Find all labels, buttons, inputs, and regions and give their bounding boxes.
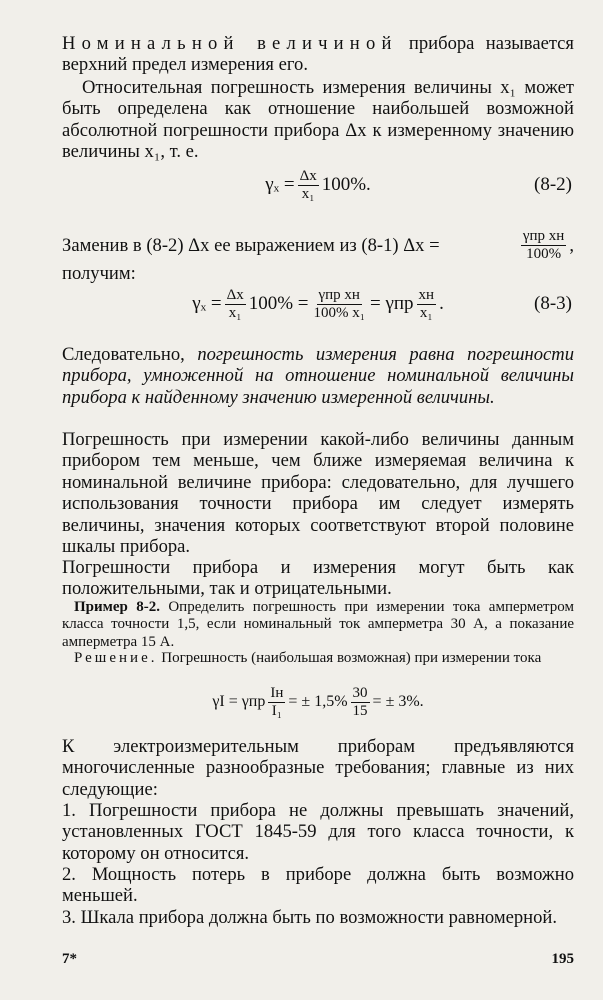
punctuation: , [569,234,574,256]
denominator: x₁ [301,185,315,202]
requirements-text: К электроизмерительным приборам предъявляются многочисленные разнообразные требования; главные из них следующие: [62,736,574,800]
requirement-1-text: 1. Погрешности прибора не должны превышать значений, установленных ГОСТ 1845-59 для того класса точности, к которому он относится. [62,800,574,864]
requirement-2 [62,864,574,907]
paragraph-definition [62,33,574,76]
signature-mark: 7* [62,951,77,967]
denominator: x₁ [228,304,242,321]
formula-8-3 [62,282,574,326]
denominator: 100% [526,246,562,262]
formula-eq: = γпр [370,293,414,314]
paragraph-relative-error [62,77,574,163]
formula-mid: = ± 1,5% [288,693,348,710]
numerator: γпр xн [522,228,565,244]
formula-8-2 [62,163,574,207]
example-block [62,599,574,651]
fraction [351,685,370,720]
conclusion-italic: погрешность измерения равна погрешности прибора, умноженной на отношение номинальной величины прибора к найденному значению измеренной величины. [62,344,574,408]
fraction [298,168,319,203]
substitution-line2: получим: [62,263,136,284]
formula-tail: 100%. [321,174,371,195]
numerator: γпр xн [318,286,360,303]
denominator: I₁ [271,702,282,719]
fraction [268,685,285,720]
conclusion-lead: Следовательно, [62,344,198,365]
numerator: 30 [352,684,368,701]
formula-lhs: γₓ = [265,174,295,195]
fraction [521,228,566,263]
formula-example [62,680,574,724]
example-label: Пример 8-2. [74,599,160,615]
relative-error-text: Относительная погрешность измерения величины x₁ может быть определена как отношение наибольшей возможной абсолютной погрешности прибора Δx к измеренному значению величины x₁, т. е. [62,77,574,163]
fraction [417,287,437,322]
formula-lhs: γI = γпр [212,693,266,710]
paragraph-accuracy [62,429,574,557]
equation-number: (8-3) [534,293,572,314]
formula-mid: 100% = [248,293,309,314]
equation-number: (8-2) [534,174,572,195]
paragraph-substitution [62,228,574,284]
requirement-3 [62,907,574,928]
fraction [225,287,246,322]
paragraph-conclusion [62,344,574,408]
paragraph-requirements [62,736,574,800]
formula-end: = ± 3%. [372,693,424,710]
denominator: 100% x₁ [313,304,365,321]
numerator: Δx [226,286,244,303]
fraction [312,287,367,322]
paragraph-sign [62,557,574,600]
definition-text: прибора называется верхний предел измерения его. [62,33,574,76]
denominator: 15 [352,702,368,719]
requirement-1 [62,800,574,864]
solution-text: Погрешность (наибольшая возможная) при измерении тока [157,650,542,666]
example-text: Определить погрешность при измерении тока амперметром класса точности 1,5, если номинальный ток амперметра 30 А, а показание амперметра 15 А. [62,599,574,650]
denominator: x₁ [419,304,433,321]
sign-text: Погрешности прибора и измерения могут быть как положительными, так и отрицательными. [62,557,574,600]
requirement-2-text: 2. Мощность потерь в приборе должна быть возможно меньшей. [62,864,574,907]
term-spaced: Номинальной величиной [62,33,398,54]
page-number: 195 [551,951,574,967]
numerator: xн [418,286,435,303]
substitution-text: Заменив в (8-2) Δx ее выражением из (8-1) Δx = [62,234,440,256]
solution-label: Решение. [74,650,158,666]
formula-lhs: γₓ = [192,293,222,314]
requirement-3-text: 3. Шкала прибора должна быть по возможности равномерной. [62,907,557,928]
accuracy-text: Погрешность при измерении какой-либо величины данным прибором тем меньше, чем ближе измеряемая величина к номинальной величине прибора: следовательно, для лучшего использования точности прибора им следует измерять величины, значения которых соответствуют второй половине шкалы прибора. [62,429,574,558]
punctuation: . [439,293,444,314]
solution-block [62,650,574,667]
numerator: Δx [299,167,317,184]
numerator: Iн [270,684,284,701]
